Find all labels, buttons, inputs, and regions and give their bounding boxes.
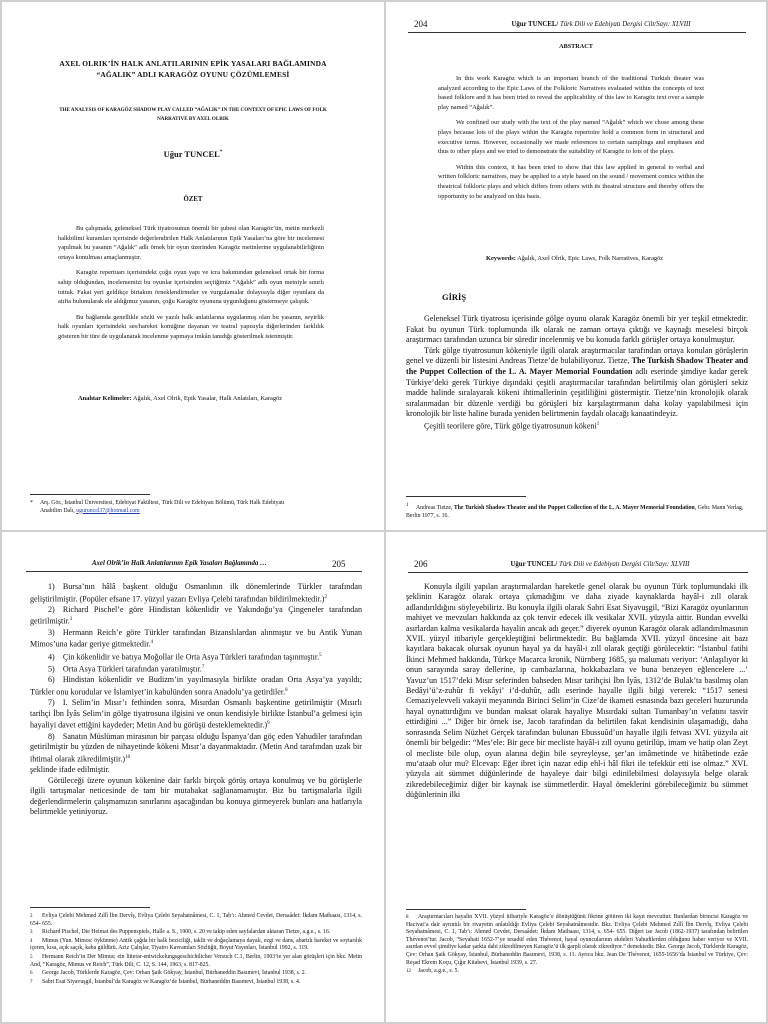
header-author: Uğur TUNCEL/ bbox=[510, 561, 558, 568]
page-title-abstract-tr bbox=[2, 2, 384, 530]
giris-paragraph: Geleneksel Türk tiyatrosu içerisinde gölge oyunu olarak Karagöz önemli bir yer teşkil etmektedir. Fakat bu oyunun Türk toplumunda ilk olarak ne zaman ortaya çıktığı ve kaynağı meselesi birçok araştırmacı tarafından uzunca bir süredir incelenmiş ve bu konuda farklı görüşler ortaya konulmuştur. bbox=[406, 314, 748, 345]
page-number: 204 bbox=[414, 19, 428, 29]
giris-body bbox=[406, 314, 748, 432]
header-rule bbox=[408, 32, 746, 33]
running-header bbox=[456, 21, 746, 28]
ozet-paragraph: Bu bağlamda genellikle sözlü ve yazılı halk anlatılarına uygulanmış olan bu yasanın, seyirlik halk oyunları içerisindeki ses/hareket komiğine dayanan ve teatral yapısıyla diğerlerinden farklılık gösteren bir türe de uygulanarak incelenme yapmaya imkân tanıdığı gösterilmek istenmiştir. bbox=[58, 313, 324, 340]
list-tail: şeklinde ifade edilmiştir. bbox=[30, 765, 110, 774]
abstract-paragraph: Within this context, it has been tried to show that this law applied in general to verbal and written folkloric narratives, may be applied to a style based on the sound / movement comics within the theatrical folkloric plays and which differs from others with its theatral structure and thereby offers the opportunity to be analyzed on this basis. bbox=[438, 163, 704, 200]
giris-text: Türk gölge tiyatrosunun kökeniyle ilgili olarak araştırmacılar tarafından ortaya konulan görüşlerin genel ve düzenli bir listesini Andreas Tietze’de bulabiliyoruz. Tietze, bbox=[406, 345, 748, 366]
abstract-heading: ABSTRACT bbox=[559, 43, 593, 50]
footnote-number: 12 bbox=[406, 969, 411, 975]
footnote-divider bbox=[406, 909, 526, 910]
giris-paragraph bbox=[406, 346, 748, 420]
footnote-item bbox=[30, 929, 362, 937]
footnote-number: 3 bbox=[30, 930, 33, 936]
footnote-number: 4 bbox=[30, 938, 33, 944]
footnote-item bbox=[30, 979, 362, 987]
origin-theory-text: 6) Hindistan kökenlidir ve Budizm’in yayılmasıyla birlikte oradan Orta Asya’ya yayıldı; Türkler onu korudular ve İslamiyet’in kabulünden sonra Anadolu’ya getirdiler. bbox=[30, 675, 362, 697]
footnotes bbox=[406, 914, 748, 977]
footnote-item bbox=[406, 968, 748, 976]
footnote-text: George Jacob, Türklerde Karagöz, Çev: Orhan Şaik Gökyay, İstanbul, Bürhaneddin Basımevi, İstanbul 1938, s. 2. bbox=[42, 970, 307, 977]
footnote-affiliation-2: Anabilim Dalı, bbox=[40, 507, 75, 514]
author-footnote-mark: * bbox=[219, 150, 223, 156]
closing-paragraph: Görüleceği üzere oyunun kökenine dair farklı birçok görüş ortaya konulmuş ve bu görüşlerle ilgili tartışmalar neticesinde de tam bir mutabakat sağlanamamıştır. Biz bu tartışmalarla ilgili değerlendirmelerin çalışmamızın sınırlarını aşacağından bu konuya girmeyerek bunları ana hatlarıyla belirtmekle yetiniyoruz. bbox=[30, 775, 362, 817]
footnote-author bbox=[30, 500, 360, 515]
origin-theory-text: 4) Çin kökenlidir ve batıya Moğollar ile Orta Asya Türkleri tarafından taşınmıştır. bbox=[48, 652, 320, 662]
footnote-ref[interactable]: 8 bbox=[285, 687, 288, 693]
running-header: Axel Olrik’in Halk Anlatılarının Epik Yasaları Bağlamında … bbox=[92, 560, 267, 567]
footnote-text: Richard Pischel, Die Heimat des Puppenspiels, Halle a. S., 1900, s. 20 ve takip eden sayfalardan aktaran Tietze, a.g.e., s. 16. bbox=[42, 929, 331, 936]
footnote-item bbox=[406, 914, 748, 967]
origin-theory-item bbox=[30, 582, 362, 605]
article-title-line-1: AXEL OLRIK’İN HALK ANLATILARININ EPİK YASALARI BAĞLAMINDA bbox=[59, 59, 327, 68]
origin-theory-item bbox=[30, 628, 362, 651]
footnote-text: Hermann Reich’in Der Mimus; ein litterar-entwickelungsgeschichtlicher Versuch C.1, Berlin, 1903’te yer alan görüşleri için bkz. Metin And, “Karagöz, Mimus ve Reich”, Türk Dili, C. 12, S. 144, 1963, s. 817-825. bbox=[30, 953, 362, 968]
footnote-ref[interactable]: 10 bbox=[125, 754, 131, 760]
footnote-text: Jacob, a.g.e., s. 5. bbox=[418, 968, 459, 975]
page-number: 205 bbox=[332, 559, 346, 569]
giris-text: Çeşitli teorilere göre, Türk gölge tiyatrosunun kökeni bbox=[424, 421, 597, 431]
article-title-line-2: “AĞALIK” ADLI KARAGÖZ OYUNU ÇÖZÜMLEMESİ bbox=[96, 70, 290, 79]
keywords-label: Keywords: bbox=[486, 255, 516, 262]
origin-theory-item bbox=[30, 651, 362, 663]
origin-theory-item bbox=[30, 732, 362, 765]
header-author: Uğur TUNCEL/ bbox=[511, 21, 559, 28]
keywords-text: Ağalık, Axel Olrik, Epik Yasalar, Halk Anlatıları, Karagöz bbox=[132, 395, 283, 402]
keywords-en bbox=[486, 254, 746, 264]
giris-paragraph bbox=[406, 420, 748, 432]
abstract-paragraph: In this work Karagöz which is an important branch of the traditional Turkish theater was analyzed according to the Epic Laws of the Folkloric Narratives evaluated within the concepts of text based folklore and it has been tried to reveal the applicability of this law to Karagöz text over a sample play named “Ağalık”. bbox=[438, 75, 704, 111]
author-email-link[interactable]: uguruncel37@hotmail.com bbox=[76, 507, 140, 514]
page-number: 206 bbox=[414, 559, 428, 569]
ozet-paragraph: Karagöz repertuarı içerisindeki çoğu oyun yapı ve icra bakımından geleneksel ortak bir forma sahip olduğundan, incelememizi bu oyunlar içerisinden seçtiğimiz “Ağalık” adlı oyun metniyle sınırlı tuttuk. Fakat yeri geldikçe birtakım örneklendirmeler ve vurgulamalar dolayısıyla diğer oyunlara da atıfta bulunularak ele aldığımız yasanın, çoğu Karagöz oyununa uygunluğunu göstermeye çalıştık. bbox=[58, 269, 324, 306]
footnote-author: Andreas Tietze, bbox=[416, 504, 453, 511]
footnote-item bbox=[30, 970, 362, 978]
footnote-number: 6 bbox=[30, 971, 33, 977]
footnote-text: Sabri Esat Siyavuşgil, İstanbul’da Karagöz ve Karagöz’de İstanbul, Bürhaneddin Basımevi, İstanbul 1938, s. 4. bbox=[42, 978, 301, 985]
keywords-label: Anahtar Kelimeler: bbox=[78, 395, 132, 402]
footnote-text: Araştırmacıları hayalin XVII. yüzyıl itibariyle Karagöz’e dönüştüğünü fikrine götüren iki kayıt mevcuttur. Bunlardan birincisi Karagöz ve Hacivat’a dair ayrıntılı bir rivayetin anlatıldığı Evliya Çelebi Seyahatnâmesidir. Bkz. Evliya Çelebi Mehmed Zıllî İbn Dervîş, Evliya Çelebi Seyahatnâmesi, C. 1, Tab’ı: Ahmed Cevdet, Dersaâdet: İkdam Matbaası, 1314, s. 654- 655. Diğeri ise Jacob (1862-1937) tarafından belirtilen Thévenot’tur. Jacob, “Seyahati 1652-7’ye tesadüf eden Thévenot, hayal oyuncularının ekdeleri Yahudilerden olduğunu haber veriyor ve XVII. asırdan evvel şimdiye kadar şarkta dahi zikredilmeyen Karagöz’ü ilk garpli olarak zikrediyor.” demektedir. Bkz. George Jacob, Türklerde Karagöz, Çev: Orhan Şaik Gökyay, İstanbul, Bürhaneddin Basımevi, 1938, s. 11. Ayrıca bkz. Jean De Thévenot, 1655-1656’da İstanbul ve Türkiye, Çev: Reşad Ekrem Koçu, Çığır Kitabevi, İstanbul 1939, s. 27. bbox=[406, 914, 748, 966]
footnote-item bbox=[30, 913, 362, 928]
page-206 bbox=[386, 532, 766, 1022]
footnote-number: 7 bbox=[30, 979, 33, 985]
ozet-paragraph: Bu çalışmada, geleneksel Türk tiyatrosunun önemli bir şubesi olan Karagöz’ün, metin merkezli halkbilimi kuramları içerisinde değerlendirilen Halk Anlatılarının Epik Yasaları’na göre bir incelemesi yapılmak bu yasanın “Ağalık” adlı örnek bir oyun üzerinden Karagöz metinlerine uygulanabilirliğinin ortaya konulması amaçlanmıştır. bbox=[58, 225, 324, 261]
footnote-ref[interactable]: 9 bbox=[267, 721, 270, 727]
header-journal: Türk Dili ve Edebiyatı Dergisi Cilt/Sayı: XLVIII bbox=[558, 561, 690, 568]
body-text: Konuyla ilgili yapılan araştırmalardan hareketle genel olarak bu oyunun Türk toplumundaki ilk şeklinin Karagöz olarak ortaya çıkmadığını ve daha ziyade kaynaklarda hayâl-i zıll olarak adlandırıldığını söyleyebiliriz. Bu konuyla ilgili olarak Sabri Esat Siyavuşgil, “Bizi Karagöz oyunlarının mahiyet ve mevzuları hakkında az çok tenvir edecek ilk vesikalar XVII. yüzyıla aittir. Bundan evvelki asırlardan kalma vesikalarda hayalin ancak adı geçer.” diyerek oyunun Karagöz olarak adlandırılmasının XVII. yüzyıl itibariyle gerçekleştiğini belirtmektedir. Bu bağlamda XVII. yüzyıl öncesine ait bazı kayıtlara bakacak olursak oyunun hayal ya da hayâl-i zıll olarak geçtiği görülecektir: “İstanbul fatihi İkinci Mehmed hakkında, Türkçe Macarca kronik, Nürnberg 1685, şu malumatı veriyor: ‘Anlaşılıyor ki onun sarayında saray dellerine, ip cambazlarına, hokkabazlara ve buna benzeyen eğlencelere ...’ Yavuz’un 1517’deki Mısır seferinden bahseden Mısır tarihçisi İbn İyâs, 1312’de Bulak’ta basılmış olan Bedâyi’ü’z-zuhûr fi vekâyi’ i’d-duhûr, adlı eserinde hayalle ilgili bilgi vererek: “1517 senesi Cemaziyelevveli vakayii meyanında Birinci Selim’in Cize’de ikameti esnasında bazı geceleri huzurunda hayal oynattırdığını ve bundan maksat olarak hayaliye Mısırdaki sultan Tumanbay’ın vefatını tasvir ettirdiğini ...” Diğer bir örnek ise, Jacob tarafından da belirtilen fakat kendisinin ulaşamadığı, daha sonrasında Selim Nüzhet Gerçek tarafından bulunan Ebussuûd’un hayalle ilgili fetvası XVI. yüzyıla ait önemli bir belgedir: “Mes’ele: Bir gece bir mecliste hayâl-i zıll oyunu getirilüp, imam ve hatip olan Zeyt ol mecliste bile olup, oyun alarına değin bile seyreyleyse, şer’an imâmetinde ve hitâbetinde ezâe mu‘ataab olur mu? Elcevap: Eğer ibret için nazar edip ehl-i hâl fikri ile tefekkür etti ise olmaz.” XVI. yüzyıla ait sümmet düğünlerinde de hayaleye dair bilgi edinilebilmesi dolayısıyla belge olarak zikredebileceğimiz diğer bir kaynak ise sümmetlerdir. Hayal ömeklerini görebileceğimiz bu sümmet düğünlerinin ilki bbox=[406, 582, 748, 800]
header-rule bbox=[408, 572, 748, 573]
footnote-ref[interactable]: 7 bbox=[201, 664, 205, 670]
origin-theories-list bbox=[30, 582, 362, 818]
abstract-body bbox=[438, 74, 704, 201]
footnote-mark: * bbox=[30, 500, 33, 506]
footnote-divider bbox=[30, 494, 150, 495]
footnote-divider bbox=[406, 496, 526, 497]
footnote-text: Evliya Çelebi Mehmed Zıllî İbn Dervîş, Evliya Çelebi Seyahatnâmesi, C. 1, Tab’ı: Ahmed Cevdet, Dersaâdet: İkdam Matbaası, 1314, s. 654- 655. bbox=[30, 913, 362, 927]
footnote-number: 5 bbox=[30, 954, 33, 960]
keywords-text: Ağalık, Axel Olrik, Epic Laws, Folk Narratives, Karagöz bbox=[517, 255, 664, 262]
footnote-title: The Turkish Shadow Theater and the Puppet Collection of the L. A. Mayer Memorial Foundation bbox=[453, 504, 695, 511]
keywords-tr bbox=[78, 394, 348, 404]
running-header bbox=[452, 561, 748, 568]
author-name: Uğur TUNCEL bbox=[163, 149, 220, 159]
footnote-number: 1 bbox=[406, 503, 409, 508]
footnote-ref[interactable]: 1 bbox=[596, 421, 600, 427]
abstract-paragraph: We confined our study with the text of the play named “Ağalık” which we chose among these plays because lots of the plays within the Karagöz repertoire hold a common form in structural and executive terms. However, occasionally we made references to certain samplings and emphases and thus to other plays and we tried to demonstrate the suitability of Karagöz to lots of the plays. bbox=[438, 119, 704, 156]
origin-theory-item bbox=[30, 605, 362, 628]
footnote-publisher: , Gebr. Mann Verlag, Berlin 1977, s. 16. bbox=[406, 504, 744, 519]
footnote-number: 8 bbox=[406, 915, 409, 920]
origin-theory-item bbox=[30, 663, 362, 675]
origin-theory-text: 1) Bursa’nın hâlâ başkent olduğu Osmanlının ilk dönemlerinde Türkler tarafından geliştirilmiştir. (Popüler efsane 17. yüzyıl yazarı Evliya Çelebi tarafından bildirilmektedir.) bbox=[30, 582, 362, 604]
footnote-divider bbox=[30, 907, 150, 908]
giris-text: adlı eserinde şimdiye kadar gerek Türkiye’deki gerek Türkiye dışındaki çeşitli araştırmacılar tarafından belirtilmiş olan görüşleri sekiz madde halinde sıralayarak kökeni ihtimallerinin çeşitliliğini göstermiştir. Tietze’nin kronolojik olarak sıralanmadan bir düzenle verdiği bu görüşleri biz karşılaştırmanın daha kolay yapılabilmesi için kronolojik bir liste haline burada yeniden belirtmenin faydalı olacağı kanaatindeyiz. bbox=[406, 366, 748, 419]
header-journal: Türk Dili ve Edebiyatı Dergisi Cilt/Sayı: XLVIII bbox=[559, 21, 691, 28]
footnote-item bbox=[30, 954, 362, 969]
footnote-item bbox=[30, 938, 362, 953]
origin-theory-item bbox=[30, 698, 362, 731]
footnote-ref[interactable]: 2 bbox=[324, 594, 327, 600]
origin-theory-item bbox=[30, 675, 362, 698]
footnote-text: Mimus (Yun. Mimos: öykünme) Antik çağda bir halk beziciliği, taklit ve doğaçlamaya dayalı, ezgi ve dans, abartılı hareket ve soytarılık içeren, kısa, açık saçık, kaba güldürü. Aziz Çalışlar, Tiyatro Kavramları Sözlüğü, Boyut Yayınları, İstanbul 1992, s. 119. bbox=[30, 937, 362, 952]
origin-theory-text: 3) Hermann Reich’e göre Türkler tarafından Bizanslılardan alınmıştır ve bu Antik Yunan Mimos’una kadar geriye gitmektedir. bbox=[30, 627, 362, 650]
footnote bbox=[406, 502, 748, 520]
origin-theory-text: 7) I. Selim’in Mısır’ı fethinden sonra, Mısırdan Osmanlı başkentine getirilmiştir (Mısırlı tarihçi İbn İyâs Selim’in gölge tiyatrosuna ilgisini ve onun kendisiyle birlikte İstanbul’a gelmesi için hayaliyi davet ettiğini kaydeder; Metin And bu görüşü desteklemektedir.) bbox=[30, 698, 362, 730]
giris-heading: GİRİŞ bbox=[442, 292, 467, 302]
footnotes bbox=[30, 913, 362, 987]
english-title-line-1: THE ANALYSIS OF KARAGÖZ SHADOW PLAY CALLED “AĞALIK” IN THE CONTEXT OF EPIC LAWS OF FOLK bbox=[59, 107, 327, 113]
page-204 bbox=[386, 2, 766, 530]
header-rule bbox=[26, 571, 362, 572]
footnote-number: 2 bbox=[30, 914, 33, 919]
footnote-ref[interactable]: 5 bbox=[319, 652, 322, 658]
page-205 bbox=[2, 532, 384, 1022]
origin-theory-text: 8) Sanatın Müslüman mirasının bir parçası olduğu İspanya’dan göç eden Yahudiler tarafından getirilmiştir bu yüzden de nihayetinde kökeni Mısır’a dayanmaktadır. (Metin And tarafından uzak bir ihtimal olarak zikredilmiştir.) bbox=[30, 731, 362, 764]
footnote-ref[interactable]: 3 bbox=[69, 617, 73, 623]
english-title-line-2: NARRATIVE BY AXEL OLRIK bbox=[157, 116, 229, 122]
origin-theory-text: 2) Richard Pischel’e göre Hindistan kökenlidir ve Yakındoğu’ya Çingeneler tarafından getirilmiştir. bbox=[30, 604, 362, 627]
ozet-heading: ÖZET bbox=[183, 196, 203, 203]
origin-theory-text: 5) Orta Asya Türkleri tarafından yaratılmıştır. bbox=[48, 664, 202, 674]
cited-book-title: The Turkish Shadow Theater and the Puppet Collection of the L. A. Mayer Memorial Foundation bbox=[406, 356, 749, 376]
footnote-affiliation: Arş. Gör., İstanbul Üniversitesi, Edebiyat Fakültesi, Türk Dili ve Edebiyatı Bölümü, Türk Halk Edebiyatı bbox=[40, 500, 285, 506]
footnote-ref[interactable]: 4 bbox=[150, 640, 153, 646]
ozet-body bbox=[58, 224, 324, 342]
